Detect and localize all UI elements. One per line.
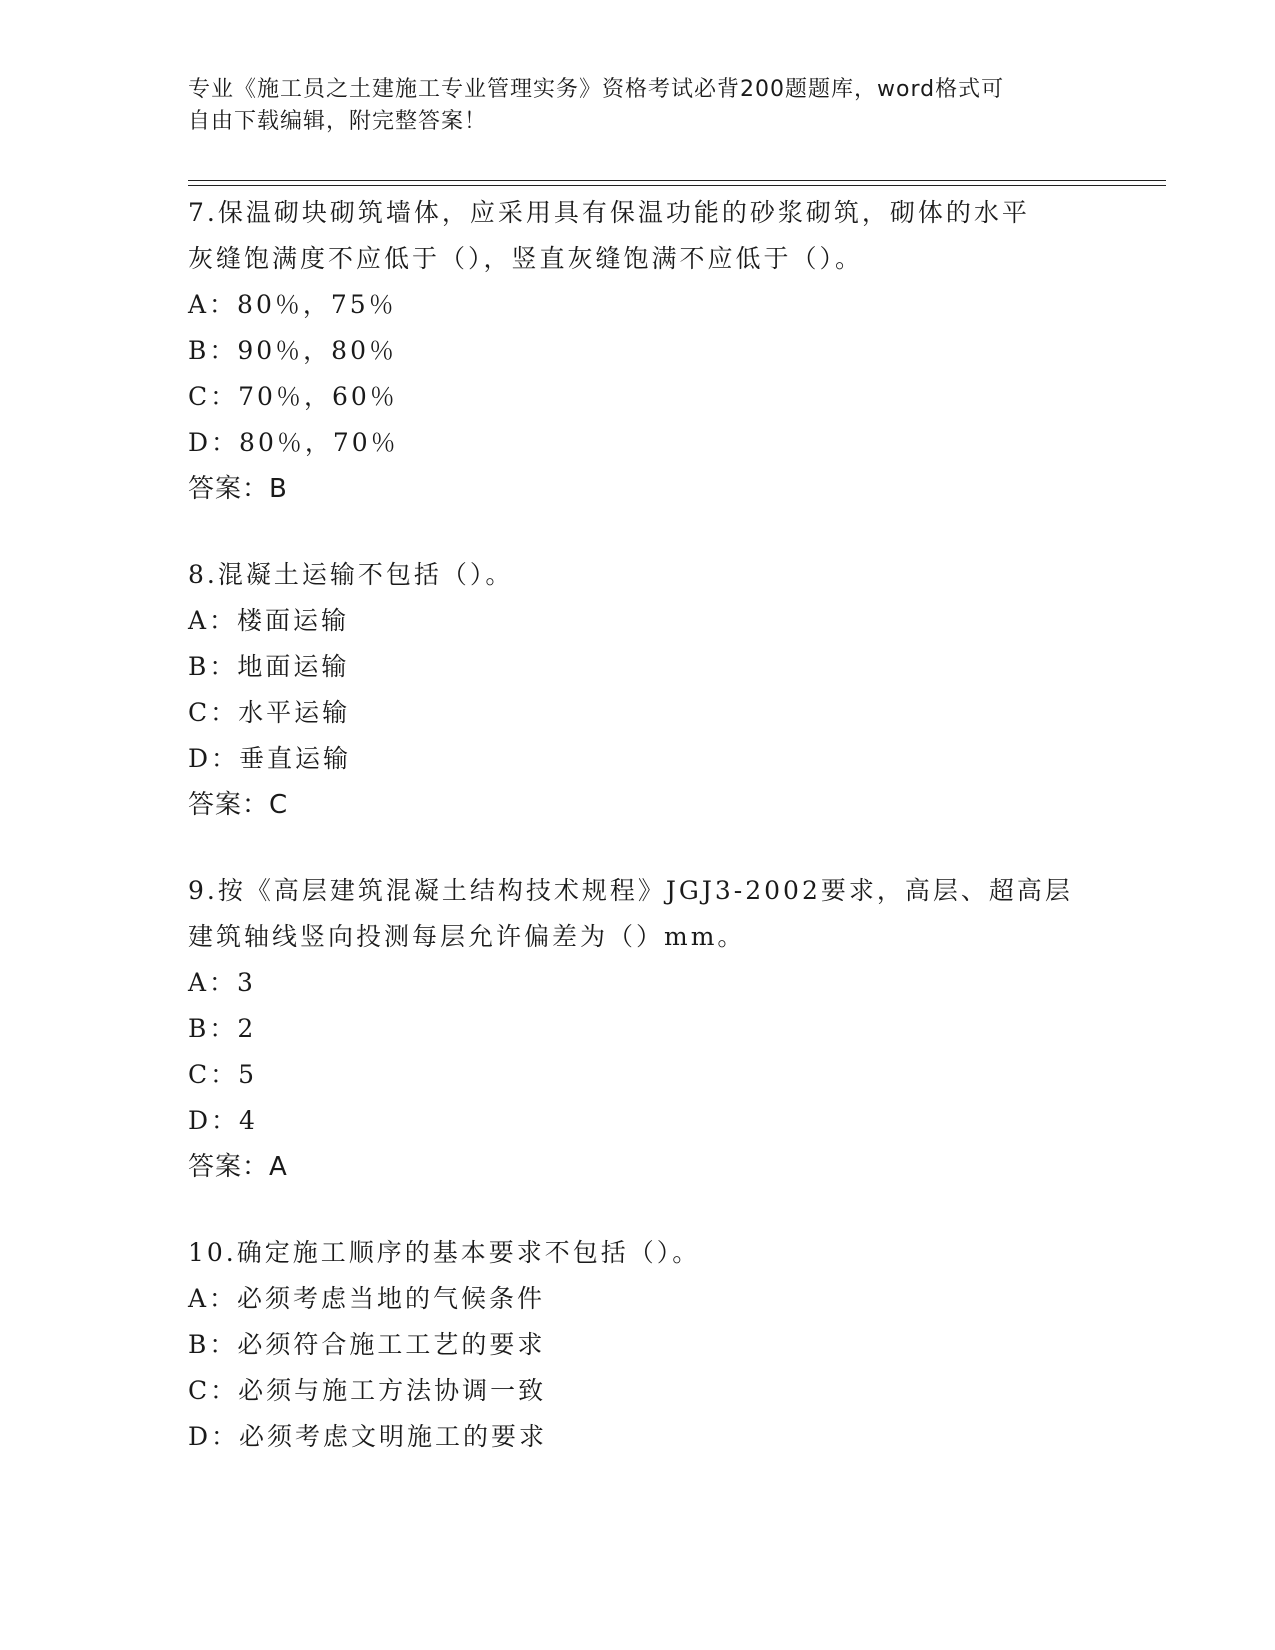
question-stem: 灰缝饱满度不应低于（），竖直灰缝饱满不应低于（）。: [188, 244, 864, 273]
option-b: B：90％，80％: [188, 336, 397, 365]
question-stem: 建筑轴线竖向投测每层允许偏差为（）mm。: [188, 922, 746, 951]
option-c: C：5: [188, 1060, 258, 1089]
option-b: B：必须符合施工工艺的要求: [188, 1330, 546, 1359]
header-line-2: 自由下载编辑，附完整答案！: [188, 109, 488, 134]
header-line-1: 专业《施工员之土建施工专业管理实务》资格考试必背200题题库，word格式可: [188, 77, 1005, 102]
header-divider: [188, 180, 1166, 186]
page-header: [188, 74, 1068, 138]
option-a: A：3: [188, 968, 256, 997]
question-10: [188, 1230, 1088, 1460]
option-b: B：地面运输: [188, 652, 350, 681]
option-d: D：垂直运输: [188, 744, 352, 773]
answer-line: 答案：C: [188, 790, 289, 820]
question-8: [188, 552, 1088, 828]
option-d: D：必须考虑文明施工的要求: [188, 1422, 548, 1451]
question-7: [188, 190, 1088, 512]
answer-line: 答案：B: [188, 474, 288, 504]
option-a: A：必须考虑当地的气候条件: [188, 1284, 546, 1313]
question-stem: 10.确定施工顺序的基本要求不包括（）。: [188, 1238, 701, 1267]
option-c: C：必须与施工方法协调一致: [188, 1376, 547, 1405]
question-stem: 7.保温砌块砌筑墙体，应采用具有保温功能的砂浆砌筑，砌体的水平: [188, 198, 1030, 227]
option-c: C：水平运输: [188, 698, 351, 727]
option-c: C：70％，60％: [188, 382, 398, 411]
question-list: [188, 190, 1088, 1500]
option-d: D：80％，70％: [188, 428, 399, 457]
question-stem: 9.按《高层建筑混凝土结构技术规程》JGJ3-2002要求，高层、超高层: [188, 876, 1073, 905]
option-b: B：2: [188, 1014, 257, 1043]
question-stem: 8.混凝土运输不包括（）。: [188, 560, 514, 589]
option-d: D：4: [188, 1106, 258, 1135]
answer-line: 答案：A: [188, 1152, 288, 1182]
question-9: [188, 868, 1088, 1190]
option-a: A：楼面运输: [188, 606, 350, 635]
option-a: A：80％，75％: [188, 290, 397, 319]
